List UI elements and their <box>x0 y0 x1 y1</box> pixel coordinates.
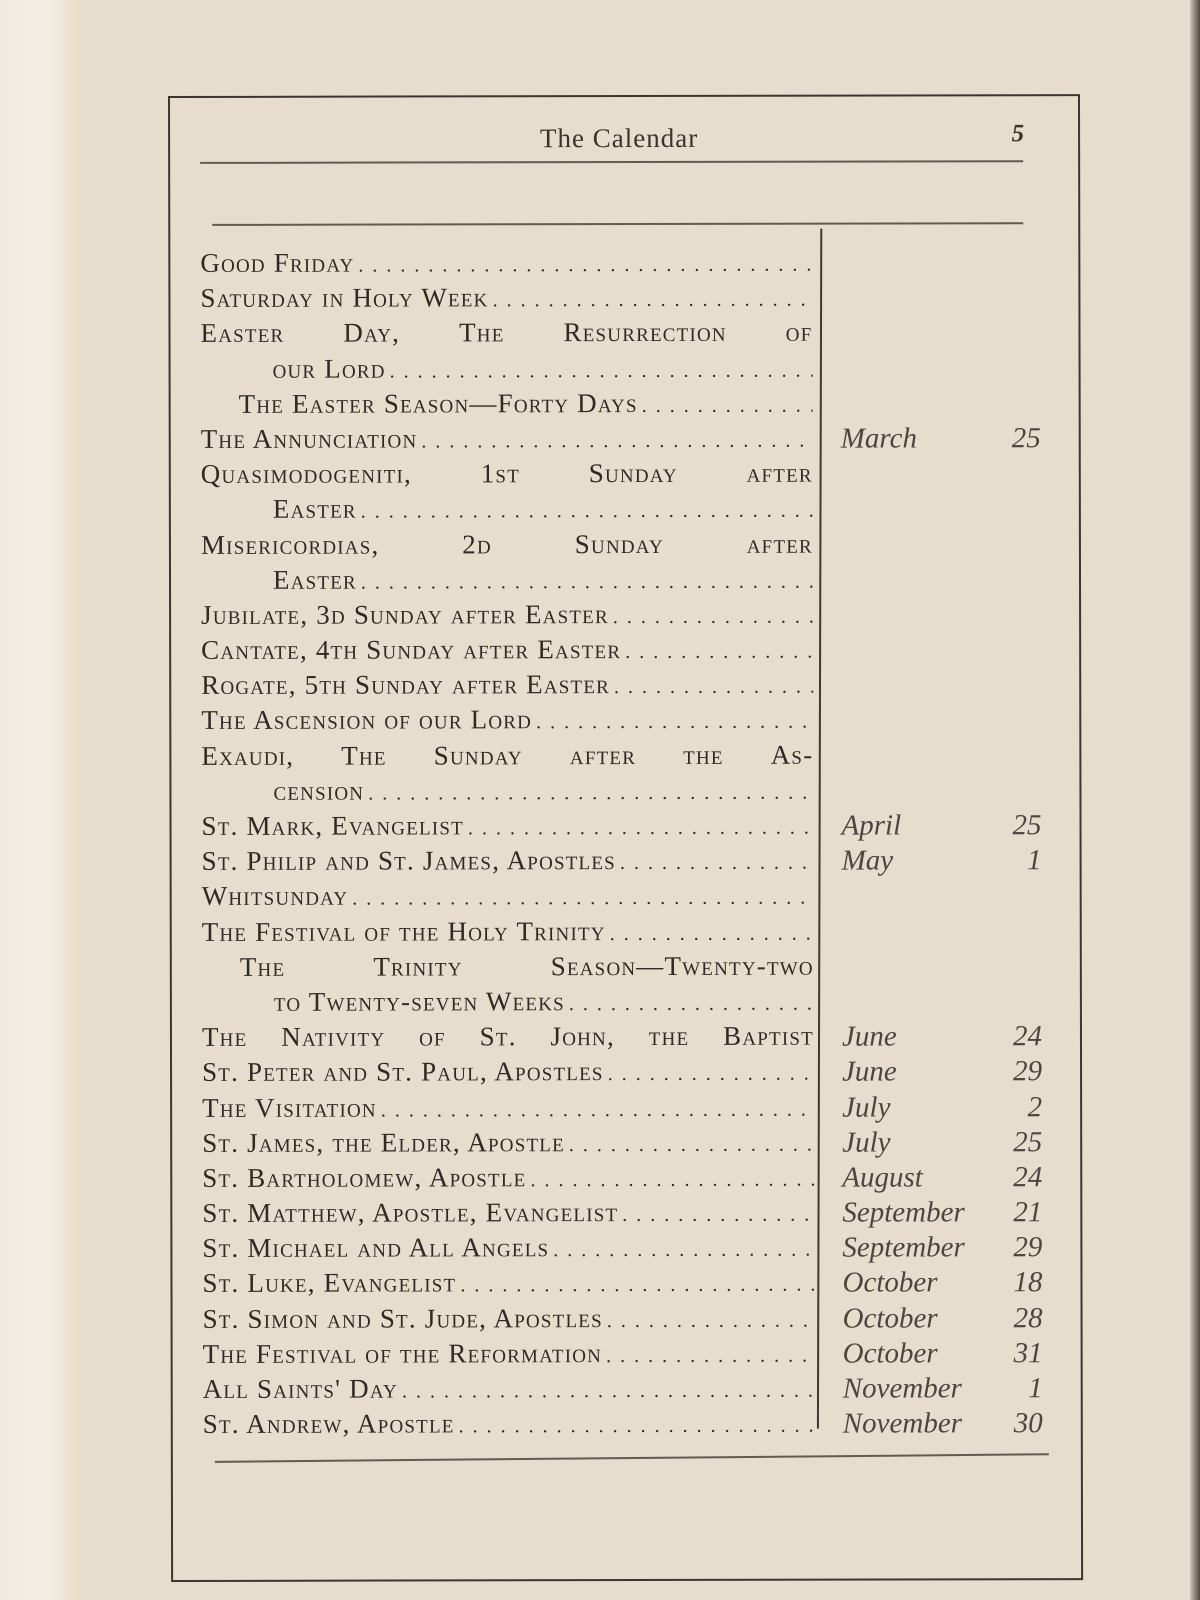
feast-name <box>201 387 813 423</box>
feast-name <box>203 1408 815 1444</box>
calendar-row <box>202 950 1072 987</box>
dot-leader <box>608 1056 814 1087</box>
word: Misericordias, <box>200 529 380 560</box>
feast-date <box>842 880 1042 915</box>
calendar-row <box>202 1091 1072 1128</box>
word: John, <box>550 1021 615 1052</box>
feast-date <box>841 809 1041 844</box>
dot-leader <box>553 1232 814 1264</box>
feast-name-text: St. Andrew, Apostle <box>202 1408 455 1440</box>
feast-name <box>201 493 813 529</box>
calendar-row <box>202 1020 1072 1057</box>
feast-name <box>201 774 813 810</box>
word: after <box>746 528 813 559</box>
feast-day: 31 <box>1013 1336 1043 1370</box>
feast-date <box>842 1161 1042 1196</box>
dot-leader <box>620 845 814 876</box>
word: Exaudi, <box>201 740 295 771</box>
feast-day: 25 <box>1013 1125 1043 1158</box>
dot-leader <box>361 493 813 525</box>
feast-date <box>842 985 1042 1020</box>
dot-leader <box>402 1373 815 1405</box>
feast-name <box>201 810 813 846</box>
word: of <box>785 317 813 348</box>
word: after <box>746 457 813 488</box>
feast-name-text: our Lord <box>272 353 386 384</box>
feast-name <box>200 317 812 353</box>
feast-name-text: St. Simon and St. Jude, Apostles <box>202 1302 603 1334</box>
feast-day: 21 <box>1013 1196 1043 1229</box>
feast-name <box>201 423 813 459</box>
dot-leader <box>390 352 813 384</box>
word: Resurrection <box>563 317 727 348</box>
feast-name <box>202 1126 814 1162</box>
feast-name-text: All Saints' Day <box>202 1373 398 1404</box>
feast-day: 25 <box>1012 809 1042 842</box>
running-header <box>200 114 1038 156</box>
calendar-row <box>202 985 1072 1022</box>
feast-month: September <box>842 1231 965 1264</box>
feast-name <box>202 1162 814 1198</box>
calendar-row <box>203 1337 1073 1374</box>
dot-leader <box>381 1091 814 1123</box>
feast-date <box>842 1267 1042 1302</box>
feast-name-text: St. Philip and St. James, Apostles <box>201 845 616 877</box>
feast-name-text: St. Mark, Evangelist <box>201 810 464 841</box>
dot-leader <box>368 774 813 806</box>
word: Nativity <box>281 1021 386 1052</box>
feast-name-text: cension <box>273 775 365 806</box>
calendar-row <box>201 739 1071 776</box>
feast-name-text: The Ascension of our Lord <box>201 704 533 736</box>
feast-date <box>841 633 1041 668</box>
feast-name-text: Saturday in Holy Week <box>200 282 489 314</box>
feast-name <box>202 915 814 951</box>
calendar-row <box>201 492 1071 529</box>
feast-name <box>202 1021 814 1057</box>
calendar-row <box>202 1267 1072 1304</box>
word: the <box>683 739 724 770</box>
calendar-row <box>201 422 1071 459</box>
feast-name-text: Good Friday <box>200 247 355 278</box>
calendar-row <box>201 528 1071 565</box>
word: Sunday <box>574 528 664 559</box>
dot-leader <box>352 880 813 912</box>
calendar-row <box>201 633 1071 670</box>
feast-month: August <box>842 1161 923 1194</box>
feast-name <box>202 1232 814 1268</box>
calendar-row <box>200 281 1070 318</box>
feast-name-text: Rogate, 5th Sunday after Easter <box>201 669 611 701</box>
word: Trinity <box>373 951 463 982</box>
calendar-row <box>201 704 1071 741</box>
dot-leader <box>569 986 814 1018</box>
dot-leader <box>614 669 813 700</box>
feast-date <box>842 1020 1042 1055</box>
feast-day: 1 <box>1028 1372 1043 1405</box>
feast-name <box>201 704 813 740</box>
feast-month: May <box>841 844 894 877</box>
feast-month: June <box>841 1020 897 1053</box>
feast-date <box>842 1196 1042 1231</box>
dot-leader <box>361 563 813 595</box>
feast-name <box>201 352 813 388</box>
feast-name <box>201 634 813 670</box>
feast-name-text: Cantate, 4th Sunday after Easter <box>201 634 622 665</box>
calendar-row <box>202 1196 1072 1233</box>
feast-name-text: St. Michael and All Angels <box>202 1232 550 1264</box>
feast-month: October <box>842 1302 938 1335</box>
dot-leader <box>530 1162 814 1194</box>
feast-name-text: The Festival of the Reformation <box>202 1337 603 1369</box>
feast-name <box>202 950 814 986</box>
dot-leader <box>493 282 813 314</box>
word: of <box>419 1021 446 1052</box>
feast-name <box>202 1056 814 1092</box>
feast-name <box>202 1091 814 1127</box>
feast-date <box>843 1372 1043 1407</box>
word: the <box>648 1021 690 1052</box>
feast-date <box>841 528 1041 563</box>
word: St. <box>479 1021 517 1052</box>
feast-date <box>841 563 1041 598</box>
feast-name <box>202 880 814 916</box>
feast-date <box>842 1231 1042 1266</box>
word: The <box>459 317 505 348</box>
feast-date <box>841 492 1041 527</box>
feast-day: 24 <box>1013 1161 1043 1194</box>
dot-leader <box>613 599 813 630</box>
feast-name-text: St. Bartholomew, Apostle <box>202 1162 527 1193</box>
feast-name-text: Jubilate, 3d Sunday after Easter <box>201 598 609 630</box>
feast-name-text <box>201 528 813 560</box>
feast-month: July <box>842 1090 891 1124</box>
calendar-row <box>200 246 1070 283</box>
feast-name-text <box>201 739 813 771</box>
dot-leader <box>569 1126 814 1158</box>
feast-name <box>202 986 814 1022</box>
feast-name <box>200 282 812 318</box>
word: after <box>569 739 637 770</box>
feast-name <box>203 1337 815 1373</box>
feast-month: March <box>840 422 918 455</box>
feast-date <box>841 457 1041 492</box>
feast-date <box>843 1337 1043 1372</box>
feast-date <box>840 281 1040 316</box>
feast-date <box>841 422 1041 457</box>
feast-name <box>200 247 812 283</box>
feast-name-text: Whitsunday <box>201 880 349 912</box>
feast-name <box>201 739 813 775</box>
page-number: 5 <box>1011 120 1025 148</box>
feast-day: 2 <box>1027 1090 1043 1123</box>
word: Day, <box>343 317 401 349</box>
feast-name <box>201 528 813 564</box>
feast-name-text: The Annunciation <box>200 423 418 454</box>
calendar-page-frame <box>168 94 1083 1582</box>
calendar-row <box>203 1372 1073 1409</box>
feast-date <box>841 739 1041 774</box>
calendar-row <box>201 352 1071 389</box>
calendar-row <box>202 1231 1072 1268</box>
feast-name-text: to Twenty-seven Weeks <box>273 986 565 1017</box>
dot-leader <box>625 634 813 665</box>
feast-name-text <box>240 950 814 982</box>
feast-date <box>841 668 1041 703</box>
word: The <box>201 1021 248 1053</box>
feast-day: 29 <box>1013 1231 1043 1264</box>
word: Sunday <box>433 739 523 771</box>
feast-name <box>203 1373 815 1409</box>
feast-name-text: The Festival of the Holy Trinity <box>201 915 606 947</box>
feast-date <box>840 317 1040 352</box>
calendar-row <box>203 1407 1073 1444</box>
feast-month: April <box>841 809 902 842</box>
dot-leader <box>358 247 812 279</box>
feast-month: October <box>842 1266 938 1300</box>
calendar-row <box>201 563 1071 600</box>
feast-month: November <box>842 1372 962 1405</box>
word: Easter <box>200 318 285 349</box>
word: As- <box>770 739 814 770</box>
feast-date <box>842 844 1042 879</box>
dot-leader <box>607 1302 815 1333</box>
calendar-row <box>201 457 1071 494</box>
feast-name-text: Easter <box>272 564 357 595</box>
calendar-row <box>201 598 1071 635</box>
dot-leader <box>459 1408 815 1440</box>
feast-date <box>841 704 1041 739</box>
feast-month: September <box>842 1196 965 1229</box>
feast-month: November <box>842 1407 963 1440</box>
feast-name-text <box>202 1021 814 1053</box>
feast-date <box>841 774 1041 809</box>
word: Sunday <box>588 458 678 489</box>
calendar-row <box>202 915 1072 952</box>
calendar-row <box>202 1055 1072 1092</box>
dot-leader <box>460 1267 814 1299</box>
feast-date <box>841 352 1041 387</box>
feast-date <box>842 1055 1042 1090</box>
feast-name-text <box>200 317 812 349</box>
facing-page-edge <box>0 0 80 1600</box>
feast-name <box>202 1197 814 1233</box>
calendar-row <box>201 668 1071 705</box>
feast-month: June <box>842 1055 897 1088</box>
calendar-row <box>202 879 1072 916</box>
feast-day: 25 <box>1011 422 1041 455</box>
feast-day: 24 <box>1012 1020 1043 1053</box>
feast-name <box>202 1267 814 1303</box>
calendar-row <box>202 844 1072 881</box>
feast-date <box>841 598 1041 633</box>
page-shadow-right <box>1190 0 1200 1600</box>
feast-month: July <box>842 1126 891 1159</box>
feast-date <box>842 915 1042 950</box>
feast-name <box>202 845 814 881</box>
word: 2d <box>462 528 492 559</box>
word: The <box>341 740 387 771</box>
feast-day: 29 <box>1013 1055 1043 1088</box>
dot-leader <box>536 704 813 736</box>
calendar-row <box>203 1302 1073 1339</box>
feast-day: 30 <box>1013 1407 1043 1440</box>
feast-name-text: St. Matthew, Apostle, Evangelist <box>202 1197 619 1228</box>
table-bottom-rule <box>215 1453 1049 1463</box>
feast-name-text: The Visitation <box>202 1092 377 1123</box>
word: Season—Twenty-two <box>550 950 814 981</box>
word: Baptist <box>723 1020 814 1051</box>
feast-day: 28 <box>1013 1301 1043 1334</box>
feast-name <box>201 563 813 599</box>
feast-date <box>843 1302 1043 1337</box>
feast-date <box>842 1091 1042 1126</box>
dot-leader <box>642 387 813 418</box>
dot-leader <box>468 810 814 842</box>
feast-name <box>201 599 813 635</box>
calendar-row <box>202 1126 1072 1163</box>
feast-date <box>842 950 1042 985</box>
feast-name-text: St. James, the Elder, Apostle <box>202 1126 565 1158</box>
header-rule <box>200 160 1023 164</box>
table-top-rule <box>212 222 1023 226</box>
word: Quasimodogeniti, <box>200 458 412 490</box>
calendar-row <box>201 809 1071 846</box>
feast-name-text: Easter <box>272 493 357 525</box>
word: 1st <box>480 458 521 489</box>
feast-name-text <box>201 458 813 490</box>
dot-leader <box>606 1337 815 1368</box>
dot-leader <box>622 1197 814 1228</box>
feast-name <box>203 1302 815 1338</box>
feast-day: 1 <box>1027 844 1042 877</box>
calendar-row <box>201 387 1071 424</box>
dot-leader <box>421 423 812 455</box>
calendar-row <box>200 316 1070 353</box>
calendar-row <box>201 774 1071 811</box>
calendar-table <box>200 246 1073 1444</box>
feast-day: 18 <box>1013 1266 1043 1299</box>
feast-date <box>841 387 1041 422</box>
dot-leader <box>610 915 814 946</box>
feast-name <box>201 669 813 705</box>
feast-date <box>840 246 1040 281</box>
word: The <box>239 951 286 982</box>
feast-date <box>842 1126 1042 1161</box>
feast-name-text: St. Luke, Evangelist <box>202 1267 457 1299</box>
feast-date <box>843 1407 1043 1442</box>
feast-name-text: The Easter Season—Forty Days <box>238 387 638 419</box>
feast-name-text: St. Peter and St. Paul, Apostles <box>202 1056 604 1088</box>
page-title: The Calendar <box>539 122 699 154</box>
feast-name <box>201 458 813 494</box>
feast-month: October <box>842 1337 938 1370</box>
calendar-row <box>202 1161 1072 1198</box>
